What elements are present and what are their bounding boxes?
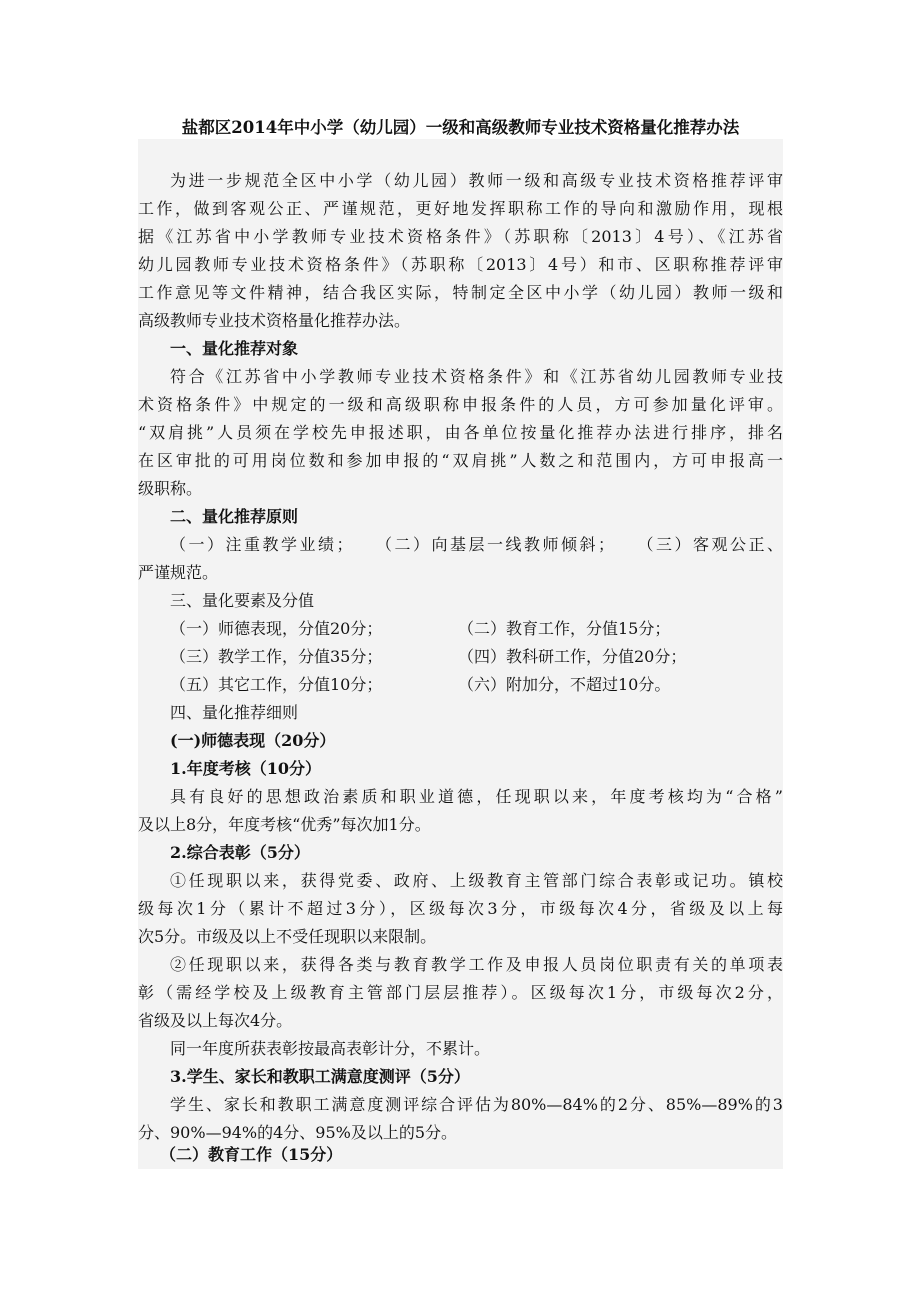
paragraph-line: 严谨规范。 <box>138 563 219 582</box>
paragraph-line: 及以上8分，年度考核“优秀”每次加1分。 <box>138 815 431 834</box>
paragraph-line: 级职称。 <box>138 479 203 498</box>
paragraph-line: ②任现职以来，获得各类与教育教学工作及申报人员岗位职责有关的单项表 <box>170 955 783 974</box>
item-heading: 2.综合表彰（5分） <box>170 843 310 862</box>
intro-line: 高级教师专业技术资格量化推荐办法。 <box>138 311 411 330</box>
document-body <box>138 139 783 1169</box>
section-heading: 二、量化推荐原则 <box>170 507 299 526</box>
paragraph-line: 在区审批的可用岗位数和参加申报的“双肩挑”人数之和范围内，方可申报高一 <box>138 451 783 470</box>
paragraph-line: 彰（需经学校及上级教育主管部门层层推荐）。区级每次1分，市级每次2分， <box>138 983 783 1002</box>
paragraph-line: 级每次1分（累计不超过3分），区级每次3分，市级每次4分，省级及以上每 <box>138 899 783 918</box>
item-heading: 1.年度考核（10分） <box>170 759 321 778</box>
score-item: （六）附加分，不超过10分。 <box>458 675 671 694</box>
score-item: （三）教学工作，分值35分； <box>170 647 383 666</box>
paragraph-line: 术资格条件》中规定的一级和高级职称申报条件的人员，方可参加量化评审。 <box>138 395 783 414</box>
section-heading: 一、量化推荐对象 <box>170 339 299 358</box>
item-heading: 3.学生、家长和教职工满意度测评（5分） <box>170 1067 470 1086</box>
section-heading: 三、量化要素及分值 <box>170 591 315 610</box>
paragraph-line: 次5分。市级及以上不受任现职以来限制。 <box>138 927 437 946</box>
intro-line: 据《江苏省中小学教师专业技术资格条件》（苏职称〔2013〕4号）、《江苏省 <box>138 227 783 246</box>
paragraph-line: 符合《江苏省中小学教师专业技术资格条件》和《江苏省幼儿园教师专业技 <box>170 367 783 386</box>
section-heading: 四、量化推荐细则 <box>170 703 299 722</box>
score-item: （二）教育工作，分值15分； <box>458 619 671 638</box>
intro-line: 为进一步规范全区中小学（幼儿园）教师一级和高级专业技术资格推荐评审 <box>170 171 783 190</box>
score-item: （一）师德表现，分值20分； <box>170 619 383 638</box>
score-row <box>138 615 783 643</box>
paragraph-line: 学生、家长和教职工满意度测评综合评估为80%—84%的2分、85%—89%的3 <box>170 1095 783 1114</box>
score-item: （四）教科研工作，分值20分； <box>458 647 687 666</box>
paragraph-line: “双肩挑”人员须在学校先申报述职，由各单位按量化推荐办法进行排序，排名 <box>138 423 783 442</box>
paragraph-line: 具有良好的思想政治素质和职业道德，任现职以来，年度考核均为“合格” <box>170 787 783 806</box>
paragraph-line: ①任现职以来，获得党委、政府、上级教育主管部门综合表彰或记功。镇校 <box>170 871 783 890</box>
score-row <box>138 671 783 699</box>
paragraph-line: 分、90%—94%的4分、95%及以上的5分。 <box>138 1123 458 1142</box>
intro-line: 工作，做到客观公正、严谨规范，更好地发挥职称工作的导向和激励作用，现根 <box>138 199 783 218</box>
score-row <box>138 643 783 671</box>
page-title: 盐都区2014年中小学（幼儿园）一级和高级教师专业技术资格量化推荐办法 <box>181 118 740 137</box>
paragraph-line: （一）注重教学业绩； （二）向基层一线教师倾斜； （三）客观公正、 <box>170 535 783 554</box>
intro-line: 幼儿园教师专业技术资格条件》（苏职称〔2013〕4号）和市、区职称推荐评审 <box>138 255 783 274</box>
subsection-heading: (一)师德表现（20分） <box>170 731 336 750</box>
paragraph-line: 省级及以上每次4分。 <box>138 1011 293 1030</box>
score-item: （五）其它工作，分值10分； <box>170 675 383 694</box>
subsection-heading: （二）教育工作（15分） <box>160 1145 343 1164</box>
intro-line: 工作意见等文件精神，结合我区实际，特制定全区中小学（幼儿园）教师一级和 <box>138 283 783 302</box>
paragraph-line: 同一年度所获表彰按最高表彰计分，不累计。 <box>170 1039 491 1058</box>
